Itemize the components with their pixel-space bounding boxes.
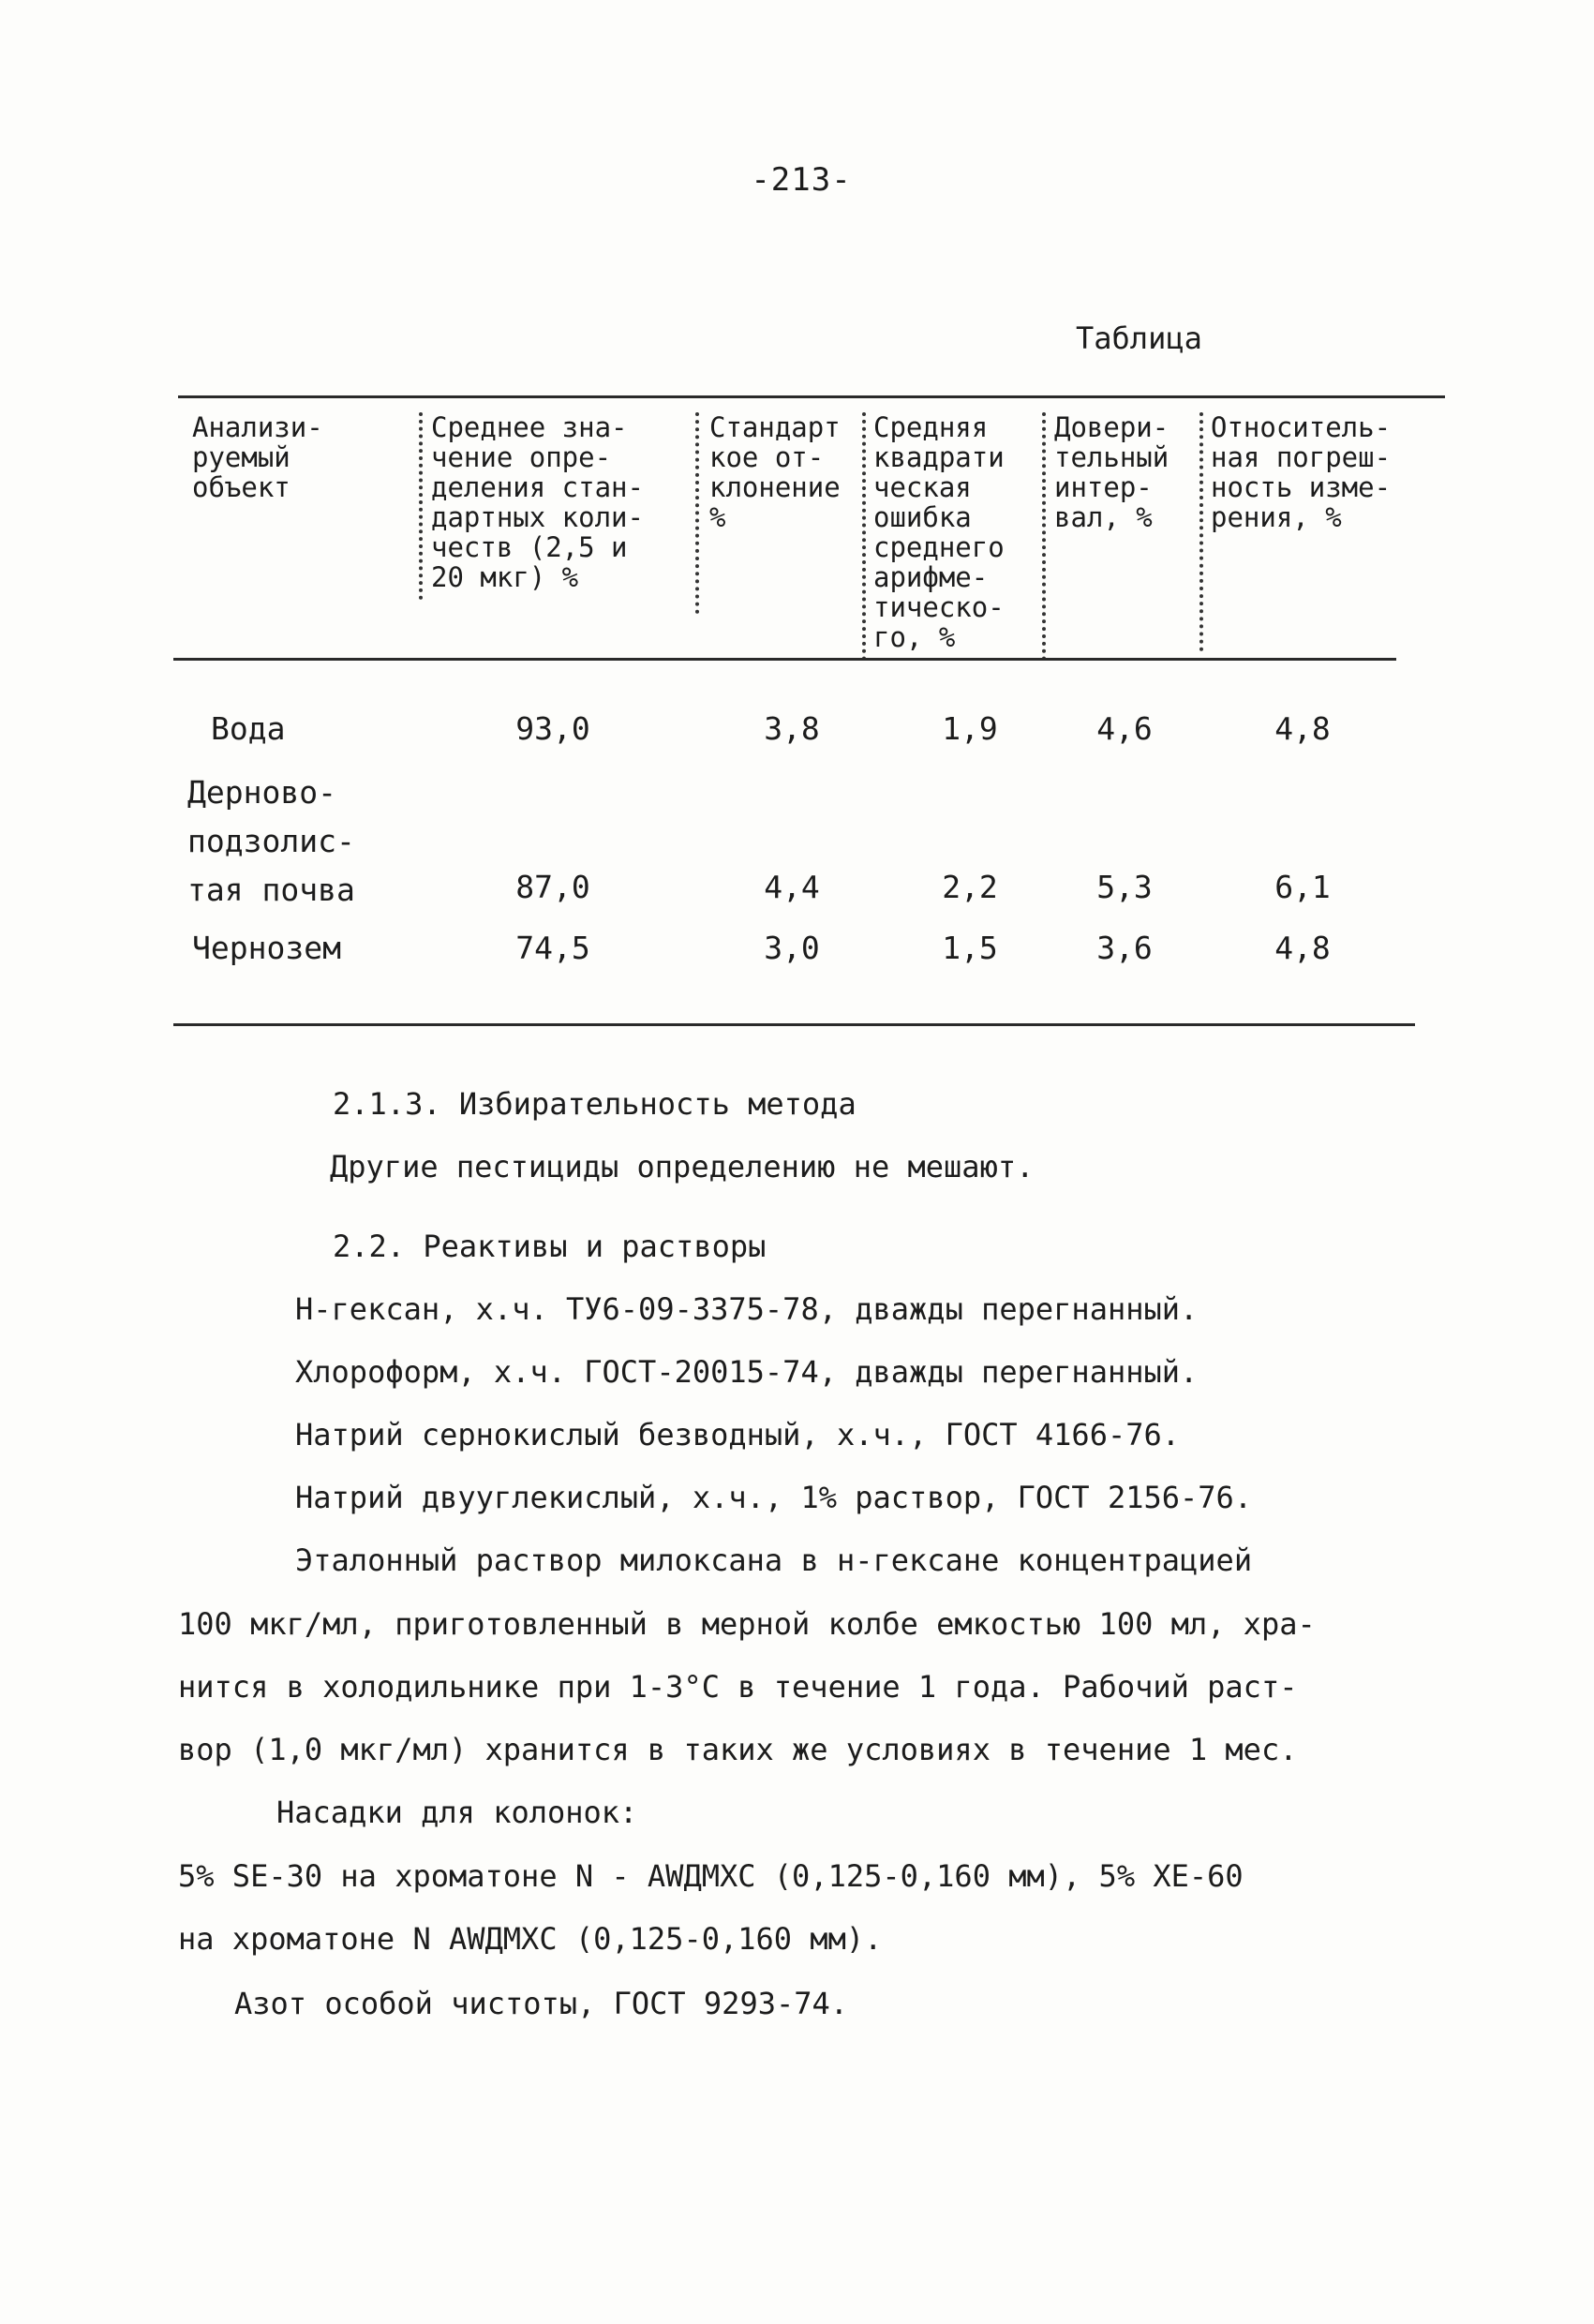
reagent-line: Натрий сернокислый безводный, х.ч., ГОСТ 4166-76. (295, 1417, 1181, 1452)
paragraph-line: 5% SE-30 на хроматоне N - AWДМХС (0,125-0,160 мм), 5% XE-60 (178, 1858, 1244, 1894)
table-bottom-rule (173, 1023, 1415, 1026)
table-cell-object: Чернозем (192, 930, 341, 966)
header-confidence-interval: Довери- тельный интер- вал, % (1054, 411, 1169, 533)
column-separator (1199, 412, 1203, 651)
paragraph-line: Азот особой чистоты, ГОСТ 9293-74. (234, 1986, 849, 2021)
paragraph-line: Эталонный раствор милоксана в н-гексане концентрацией (295, 1542, 1253, 1578)
table-cell-ci: 5,3 (1096, 869, 1153, 905)
header-mean-value: Среднее зна- чение опре- деления стан- дартных коли- честв (2,5 и 20 мкг) % (431, 411, 644, 593)
table-cell-ci: 4,6 (1096, 710, 1153, 747)
section-title: 2.1.3. Избирательность метода (333, 1086, 857, 1122)
table-cell-rel: 4,8 (1274, 930, 1331, 966)
table-cell-std: 4,4 (764, 869, 820, 905)
table-cell-rel: 6,1 (1274, 869, 1331, 905)
table-cell-sem: 1,9 (942, 710, 998, 747)
table-cell-sem: 2,2 (942, 869, 998, 905)
paragraph-line: вор (1,0 мкг/мл) хранится в таких же условиях в течение 1 мес. (178, 1732, 1298, 1767)
paragraph-line: 100 мкг/мл, приготовленный в мерной колбе емкостью 100 мл, хра- (178, 1606, 1316, 1642)
header-standard-error: Средняя квадрати ческая ошибка среднего арифме- тическо- го, % (873, 411, 1005, 653)
reagent-line: Н-гексан, х.ч. ТУ6-09-3375-78, дважды перегнанный. (295, 1291, 1199, 1327)
table-cell-ci: 3,6 (1096, 930, 1153, 966)
table-cell-std: 3,8 (764, 710, 820, 747)
table-header-rule (173, 658, 1396, 661)
table-top-rule (178, 395, 1445, 398)
table-cell-rel: 4,8 (1274, 710, 1331, 747)
column-separator (1042, 412, 1046, 661)
paragraph-line: Насадки для колонок: (276, 1795, 638, 1830)
column-separator (862, 412, 866, 661)
table-label: Таблица (1076, 320, 1202, 356)
column-separator (695, 412, 699, 614)
paragraph-line: нится в холодильнике при 1-3°С в течение 1 года. Рабочий раст- (178, 1669, 1298, 1705)
header-standard-deviation: Стандарт кое от- клонение % (709, 411, 841, 533)
table-cell-mean: 87,0 (515, 869, 590, 905)
reagent-line: Хлороформ, х.ч. ГОСТ-20015-74, дважды перегнанный. (295, 1354, 1199, 1390)
header-relative-error: Относитель- ная погреш- ность изме- рения, % (1211, 411, 1392, 533)
table-cell-mean: 74,5 (515, 930, 590, 966)
page-number: -213- (751, 161, 852, 199)
reagent-line: Натрий двууглекислый, х.ч., 1% раствор, ГОСТ 2156-76. (295, 1480, 1253, 1515)
column-separator (419, 412, 423, 600)
table-cell-object: Вода (211, 710, 286, 747)
paragraph-line: на хроматоне N AWДМХС (0,125-0,160 мм). (178, 1921, 883, 1957)
header-analyzed-object: Анализи- руемый объект (192, 411, 323, 503)
section-title: 2.2. Реактивы и растворы (333, 1229, 767, 1264)
table-cell-mean: 93,0 (515, 710, 590, 747)
table-cell-object: Дерново- подзолис- тая почва (187, 774, 355, 908)
paragraph-line: Другие пестициды определению не мешают. (330, 1149, 1035, 1184)
table-cell-sem: 1,5 (942, 930, 998, 966)
table-cell-std: 3,0 (764, 930, 820, 966)
